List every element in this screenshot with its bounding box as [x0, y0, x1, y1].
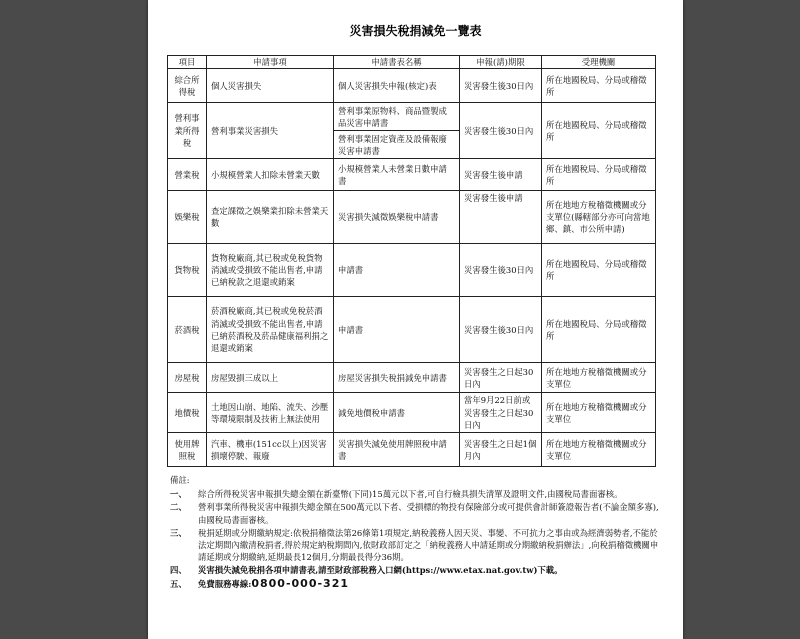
- row-matter: 汽車、機車(151cc以上)因災害損壞停駛、報廢: [207, 433, 334, 467]
- table-row: [168, 244, 656, 297]
- document-page: [148, 0, 683, 639]
- row-office: 所在地地方稅稽徵機關或分支單位(縣轄部分亦可向當地鄉、鎮、市公所申請): [542, 191, 656, 244]
- notes-section: [170, 474, 662, 591]
- row-period: 災害發生後申請: [460, 191, 542, 244]
- notes-heading: 備註:: [170, 475, 190, 485]
- row-item: 營業稅: [168, 159, 207, 191]
- row-period: 災害發生後30日內: [460, 244, 542, 297]
- table-header-row: [168, 56, 656, 69]
- row-form: 減免地價稅申請書: [334, 393, 460, 433]
- note-number: 二、: [170, 502, 187, 513]
- note-item: [170, 564, 662, 576]
- note-item: [170, 488, 662, 500]
- row-office: 所在地國稅局、分局或稽徵所: [542, 297, 656, 363]
- row-form: 災害損失減徵娛樂稅申請書: [334, 191, 460, 244]
- note-text: 災害損失減免稅捐各項申請書表,請至財政部稅務入口網(https://www.etax.nat.gov.tw)下載。: [198, 565, 563, 576]
- row-item: 菸酒稅: [168, 297, 207, 363]
- row-item: 房屋稅: [168, 363, 207, 393]
- table-row: [168, 363, 656, 393]
- header-item: 項目: [168, 56, 207, 69]
- row-period: 災害發生之日起1個月內: [460, 433, 542, 467]
- row-form: 個人災害損失申報(核定)表: [334, 69, 460, 103]
- header-form: 申請書表名稱: [334, 56, 460, 69]
- row-period: 災害發生後申請: [460, 159, 542, 191]
- table-row: [168, 433, 656, 467]
- note-item: [170, 527, 662, 564]
- table-row: [168, 393, 656, 433]
- row-form: 營利事業原物料、商品暨製成品災害申請書: [334, 103, 460, 131]
- row-office: 所在地國稅局、分局或稽徵所: [542, 69, 656, 103]
- row-matter: 房屋毀損三成以上: [207, 363, 334, 393]
- hotline-number: 0800-000-321: [251, 576, 350, 590]
- row-form: 營利事業固定資產及設備報廢災害申請書: [334, 131, 460, 159]
- row-office: 所在地國稅局、分局或稽徵所: [542, 103, 656, 159]
- row-matter: 菸酒稅廠商,其已稅或免稅菸酒消滅或受損致不能出售者,申請已納菸酒稅及菸品健康福利捐之退還或銷案: [207, 297, 334, 363]
- hotline-label: 免費服務專線:: [198, 578, 252, 589]
- note-text: 稅捐延期或分期繳納規定:依稅捐稽徵法第26條第1項規定,納稅義務人因天災、事變、不可抗力之事由或為經濟弱勢者,不能於法定期間內繳清稅捐者,得於規定納稅期間內,依財政部訂定之「納稅義務人申請延期或分期繳納稅捐辦法」,向稅捐稽徵機關申請延期或分期繳納,延期最長12個月,分期最長得分36期。: [198, 527, 659, 563]
- row-period: 災害發生後30日內: [460, 103, 542, 159]
- note-text: 綜合所得稅災害申報損失總金額在新臺幣(下同)15萬元以下者,可自行檢具損失清單及證明文件,由國稅局書面審核。: [198, 489, 623, 500]
- note-number: 四、: [170, 565, 187, 576]
- row-item: 貨物稅: [168, 244, 207, 297]
- header-matter: 申請事項: [207, 56, 334, 69]
- header-office: 受理機關: [542, 56, 656, 69]
- table-row: [168, 191, 656, 244]
- row-office: 所在地地方稅稽徵機關或分支單位: [542, 393, 656, 433]
- row-matter: 小規模營業人扣除未營業天數: [207, 159, 334, 191]
- header-period: 申報(請)期限: [460, 56, 542, 69]
- row-form: 房屋災害損失稅捐減免申請書: [334, 363, 460, 393]
- note-number: 三、: [170, 527, 187, 538]
- row-office: 所在地國稅局、分局或稽徵所: [542, 159, 656, 191]
- row-period: 災害發生之日起30日內: [460, 363, 542, 393]
- note-text: 營利事業所得稅災害申報損失總金額在500萬元以下者、受損標的物投有保險部分或可提供會計師簽證報告者(不論金額多寡),由國稅局書面審核。: [198, 502, 659, 525]
- table-row: [168, 297, 656, 363]
- row-matter: 土地因山崩、地陷、流失、沙壓等環境限制及技術上無法使用: [207, 393, 334, 433]
- row-item: 營利事業所得稅: [168, 103, 207, 159]
- row-item: 娛樂稅: [168, 191, 207, 244]
- note-item: [170, 501, 662, 525]
- note-number: 五、: [170, 578, 187, 589]
- row-period: 災害發生後30日內: [460, 297, 542, 363]
- relief-table: [167, 55, 656, 467]
- row-form: 災害損失減免使用牌照稅申請書: [334, 433, 460, 467]
- table-row: [168, 103, 656, 131]
- row-matter: 營利事業災害損失: [207, 103, 334, 159]
- row-item: 地價稅: [168, 393, 207, 433]
- row-form: 申請書: [334, 244, 460, 297]
- table-row: [168, 159, 656, 191]
- row-item: 綜合所得稅: [168, 69, 207, 103]
- row-office: 所在地國稅局、分局或稽徵所: [542, 244, 656, 297]
- table-row: [168, 69, 656, 103]
- row-period: 災害發生後30日內: [460, 69, 542, 103]
- row-office: 所在地地方稅稽徵機關或分支單位: [542, 363, 656, 393]
- row-form: 小規模營業人未營業日數申請書: [334, 159, 460, 191]
- page-title: 災害損失稅捐減免一覽表: [349, 24, 482, 38]
- row-item: 使用牌照稅: [168, 433, 207, 467]
- row-period: 當年9月22日前或災害發生之日起30日內: [460, 393, 542, 433]
- row-matter: 貨物稅廠商,其已稅或免稅貨物消滅或受損致不能出售者,申請已納稅款之退還或銷案: [207, 244, 334, 297]
- row-matter: 個人災害損失: [207, 69, 334, 103]
- note-number: 一、: [170, 489, 187, 500]
- row-form: 申請書: [334, 297, 460, 363]
- note-item: [170, 578, 662, 590]
- row-office: 所在地地方稅稽徵機關或分支單位: [542, 433, 656, 467]
- row-matter: 查定課徵之娛樂業扣除未營業天數: [207, 191, 334, 244]
